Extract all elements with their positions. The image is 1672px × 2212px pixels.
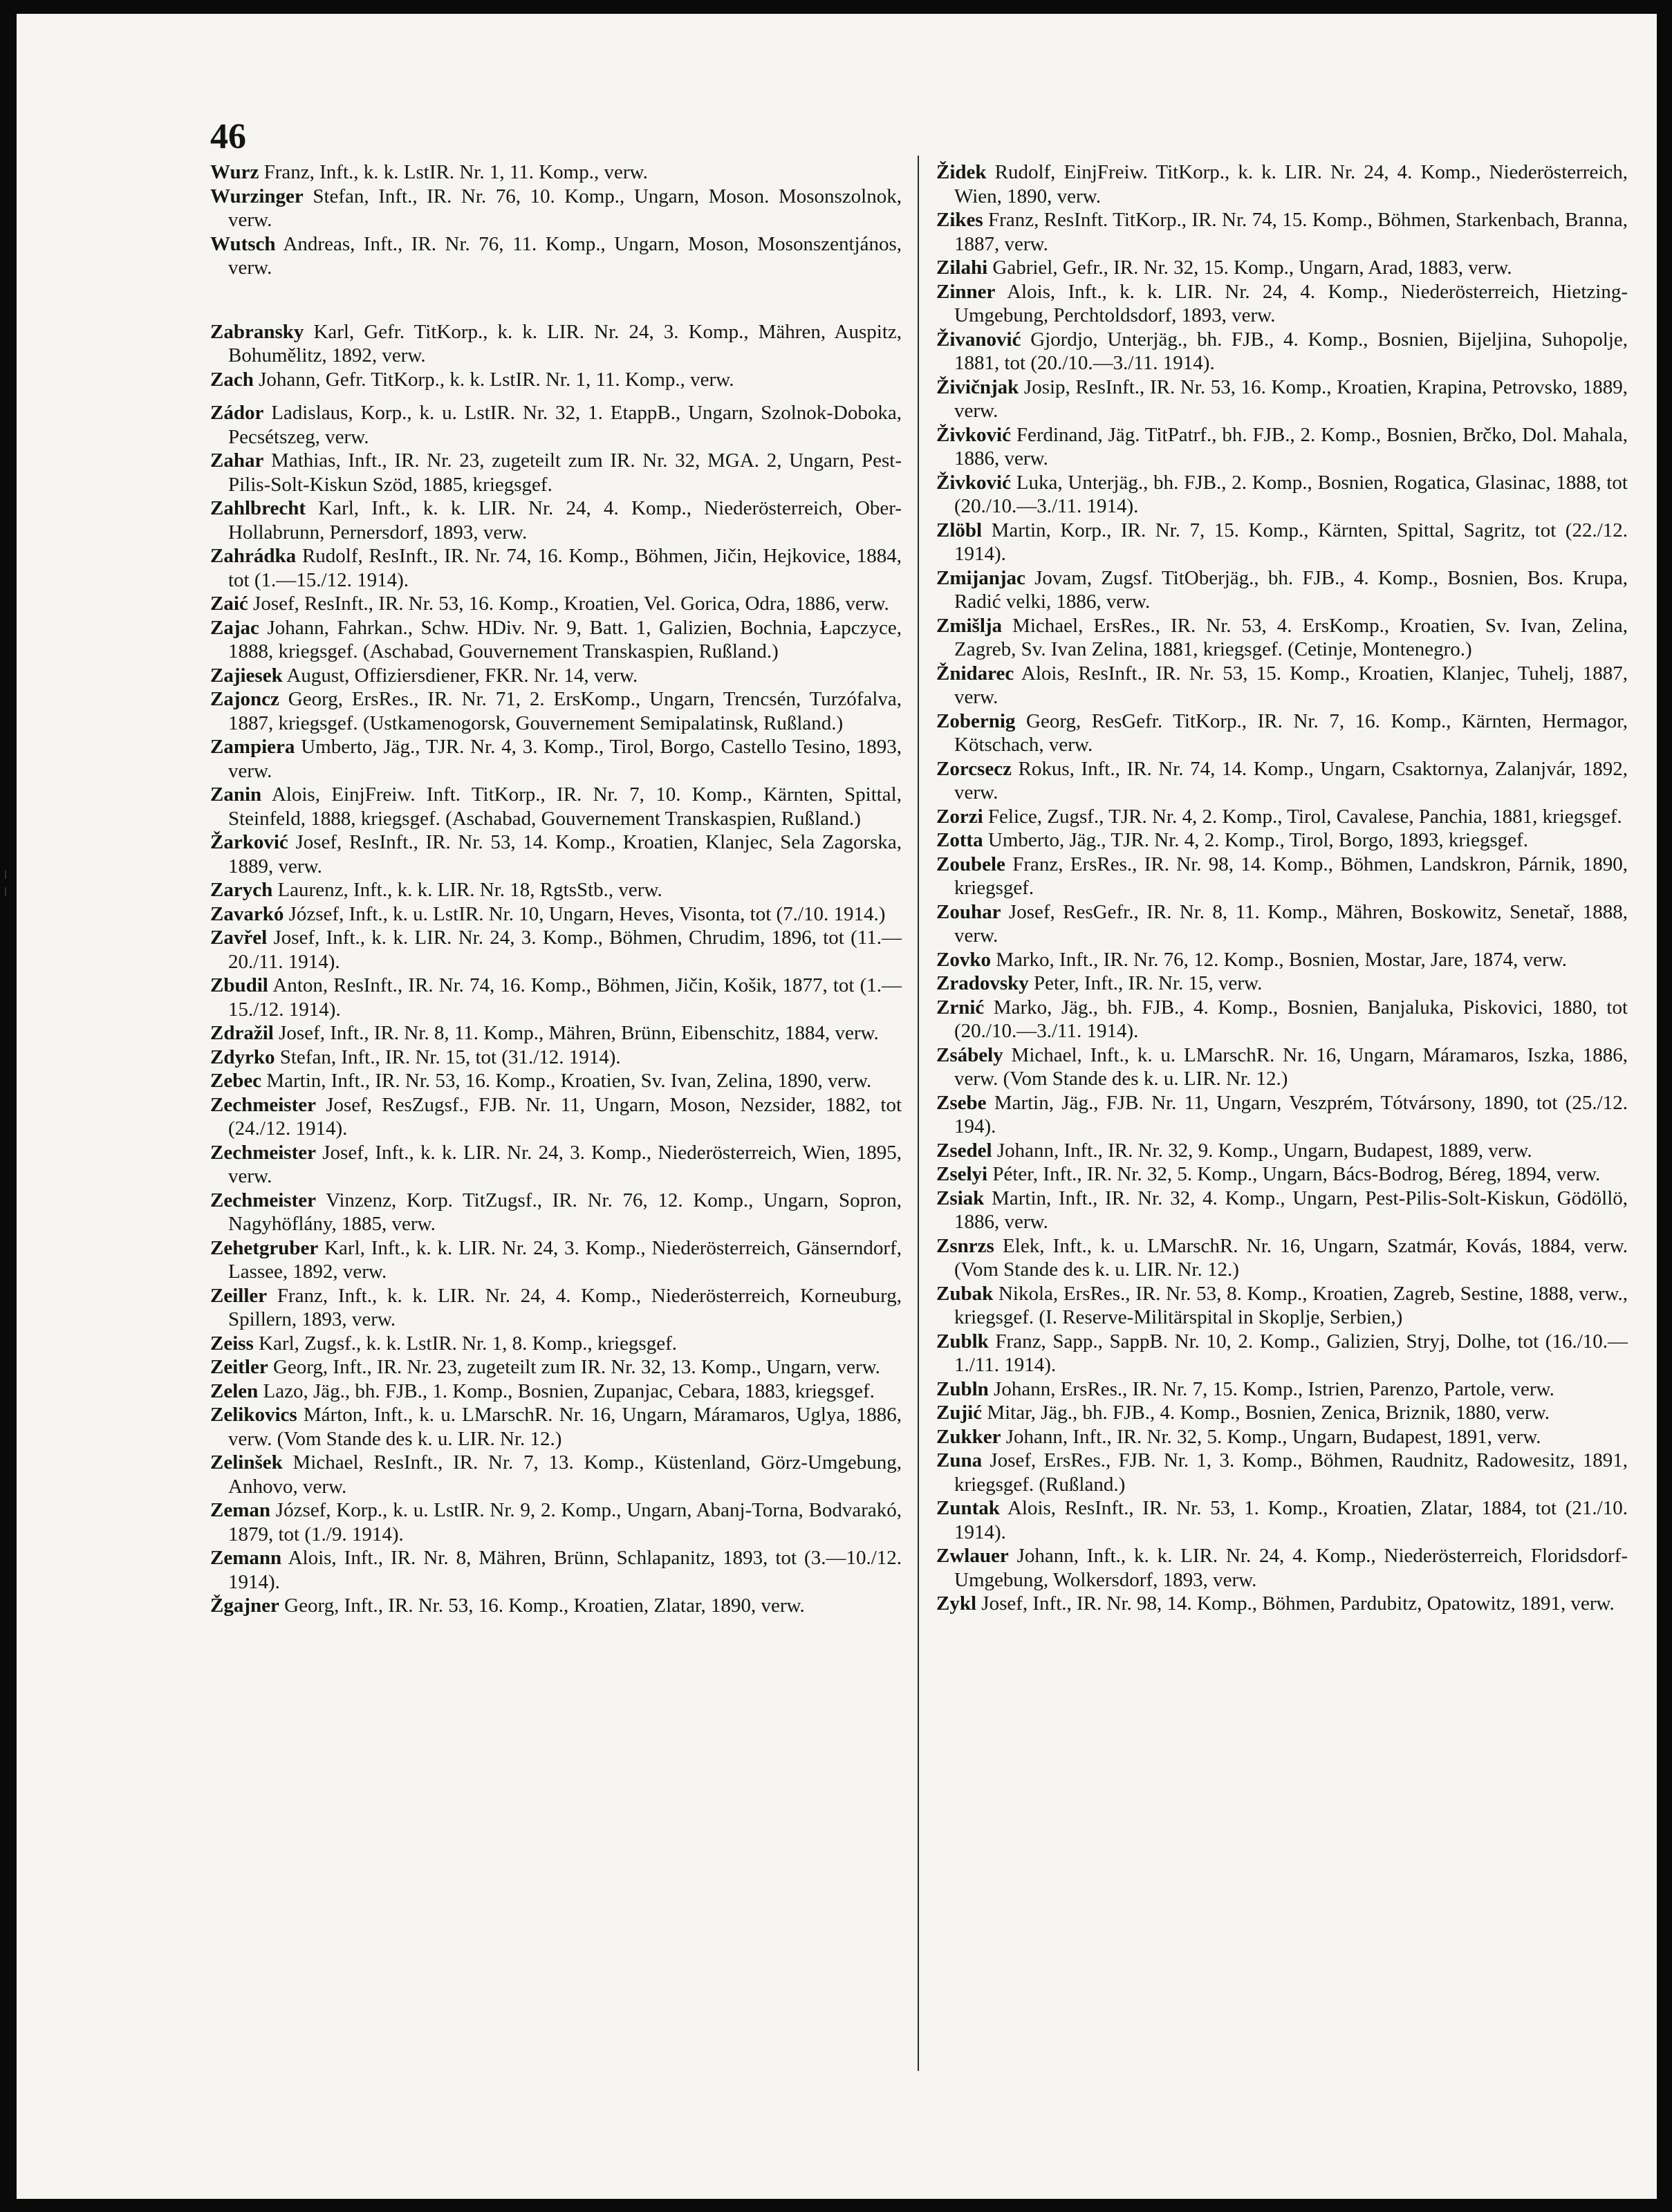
entry-details: Josef, Inft., k. k. LIR. Nr. 24, 3. Komp., Niederösterreich, Wien, 1895, verw. — [228, 1141, 902, 1187]
list-entry — [210, 1451, 902, 1498]
list-entry — [936, 256, 1628, 280]
entry-surname: Zeiss — [210, 1332, 254, 1355]
entry-surname: Zdyrko — [210, 1045, 275, 1068]
entry-details: Josef, Inft., IR. Nr. 98, 14. Komp., Böhmen, Pardubitz, Opatowitz, 1891, verw. — [981, 1592, 1615, 1615]
list-entry — [210, 974, 902, 1021]
entry-details: Luka, Unterjäg., bh. FJB., 2. Komp., Bosnien, Rogatica, Glasinac, 1888, tot (20./10.—3./11. 1914). — [954, 471, 1628, 517]
list-entry — [210, 1498, 902, 1546]
list-entry — [936, 423, 1628, 471]
entry-surname: Zukker — [936, 1425, 1001, 1448]
entry-surname: Zmijanjac — [936, 566, 1025, 589]
entry-details: Georg, Inft., IR. Nr. 23, zugeteilt zum IR. Nr. 32, 13. Komp., Ungarn, verw. — [272, 1356, 880, 1378]
entry-surname: Zampiera — [210, 736, 295, 758]
entry-surname: Zavarkó — [210, 902, 284, 925]
entry-surname: Zobernig — [936, 709, 1016, 732]
entry-details: Marko, Jäg., bh. FJB., 4. Komp., Bosnien, Banjaluka, Piskovici, 1880, tot (20./10.—3./11. 1914). — [954, 996, 1628, 1042]
list-entry — [936, 900, 1628, 948]
entry-surname: Zeiller — [210, 1284, 268, 1307]
list-entry — [210, 1546, 902, 1594]
entry-surname: Zoubele — [936, 853, 1005, 875]
entry-surname: Wutsch — [210, 232, 276, 255]
entry-surname: Zykl — [936, 1592, 977, 1615]
entry-surname: Zorzi — [936, 805, 983, 828]
entry-details: József, Korp., k. u. LstIR. Nr. 9, 2. Komp., Ungarn, Abanj-Torna, Bodvarakó, 1879, tot (1./9. 1914). — [228, 1499, 902, 1545]
entry-surname: Zouhar — [936, 900, 1001, 923]
entry-details: Franz, Sapp., SappB. Nr. 10, 2. Komp., Galizien, Stryj, Dolhe, tot (16./10.—1./11. 1914). — [954, 1330, 1628, 1376]
entry-surname: Zselyi — [936, 1163, 988, 1185]
list-entry — [936, 1139, 1628, 1163]
entry-details: Johann, Gefr. TitKorp., k. k. LstIR. Nr. 1, 11. Komp., verw. — [259, 368, 734, 391]
entry-surname: Zdražil — [210, 1022, 274, 1044]
entry-details: Karl, Inft., k. k. LIR. Nr. 24, 3. Komp., Niederösterreich, Gänserndorf, Lassee, 1892, verw. — [228, 1236, 902, 1283]
list-entry — [936, 805, 1628, 829]
list-entry — [210, 1355, 902, 1379]
entry-details: Michael, Inft., k. u. LMarschR. Nr. 16, Ungarn, Máramaros, Iszka, 1886, verw. (Vom Stande des k. u. LIR. Nr. 12.) — [954, 1043, 1628, 1090]
list-entry — [210, 185, 902, 232]
entry-surname: Zaić — [210, 593, 248, 615]
right-column — [936, 160, 1628, 1616]
entry-details: Josef, ResGefr., IR. Nr. 8, 11. Komp., Mähren, Boskowitz, Senetař, 1888, verw. — [954, 900, 1628, 947]
entry-details: Jovam, Zugsf. TitOberjäg., bh. FJB., 4. Komp., Bosnien, Bos. Krupa, Radić velki, 1886, verw. — [954, 566, 1628, 613]
entry-details: Johann, Fahrkan., Schw. HDiv. Nr. 9, Batt. 1, Galizien, Bochnia, Łapczyce, 1888, kriegsgef. (Aschabad, Gouvernement Transkaspien, Rußland.) — [228, 616, 902, 662]
list-entry — [936, 1187, 1628, 1234]
list-entry — [210, 687, 902, 735]
entry-surname: Zmišlja — [936, 614, 1003, 637]
list-entry — [210, 783, 902, 830]
entry-surname: Zach — [210, 368, 254, 391]
list-entry — [210, 592, 902, 616]
entry-surname: Zlöbl — [936, 519, 983, 541]
list-entry — [210, 1236, 902, 1284]
entry-details: Alois, Inft., k. k. LIR. Nr. 24, 4. Komp., Niederösterreich, Hietzing-Umgebung, Perchtoldsdorf, 1893, verw. — [954, 280, 1628, 326]
list-entry — [936, 280, 1628, 328]
entry-surname: Živković — [936, 471, 1011, 494]
entry-details: August, Offiziersdiener, FKR. Nr. 14, verw. — [286, 664, 638, 687]
entry-details: Karl, Zugsf., k. k. LstIR. Nr. 1, 8. Komp., kriegsgef. — [259, 1332, 677, 1355]
entry-details: Martin, Inft., IR. Nr. 53, 16. Komp., Kroatien, Sv. Ivan, Zelina, 1890, verw. — [266, 1070, 872, 1092]
entry-details: Mitar, Jäg., bh. FJB., 4. Komp., Bosnien, Zenica, Briznik, 1880, verw. — [987, 1402, 1550, 1424]
list-entry — [936, 1282, 1628, 1330]
entry-surname: Zajiesek — [210, 664, 283, 687]
entry-details: Marko, Inft., IR. Nr. 76, 12. Komp., Bosnien, Mostar, Jare, 1874, verw. — [996, 948, 1567, 971]
list-entry — [210, 664, 902, 688]
list-entry — [936, 328, 1628, 375]
list-entry — [936, 375, 1628, 423]
entry-details: Alois, EinjFreiw. Inft. TitKorp., IR. Nr. 7, 10. Komp., Kärnten, Spittal, Steinfeld, 1888, kriegsgef. (Aschabad, Gouvernement Transkaspien, Rußland.) — [228, 783, 902, 830]
entry-details: Lazo, Jäg., bh. FJB., 1. Komp., Bosnien, Zupanjac, Cebara, 1883, kriegsgef. — [263, 1379, 875, 1402]
entry-surname: Zbudil — [210, 974, 268, 996]
entry-surname: Zajac — [210, 616, 259, 639]
list-entry — [936, 948, 1628, 972]
list-entry — [936, 1162, 1628, 1187]
entry-surname: Zubak — [936, 1282, 994, 1305]
entry-surname: Zehetgruber — [210, 1236, 319, 1259]
entry-details: Elek, Inft., k. u. LMarschR. Nr. 16, Ungarn, Szatmár, Kovás, 1884, verw. (Vom Stande des k. u. LIR. Nr. 12.) — [954, 1234, 1628, 1281]
entry-surname: Zebec — [210, 1070, 262, 1092]
margin-mark: ¦ — [3, 865, 9, 896]
list-entry — [210, 1594, 902, 1618]
entry-surname: Žarković — [210, 831, 288, 853]
entry-surname: Zelinšek — [210, 1451, 283, 1474]
list-entry — [210, 616, 902, 664]
entry-details: Nikola, ErsRes., IR. Nr. 53, 8. Komp., Kroatien, Zagreb, Sestine, 1888, verw., kriegsgef. (I. Reserve-Militärspital in Skoplje, Serbien,) — [954, 1282, 1628, 1328]
list-entry — [936, 709, 1628, 757]
entry-details: Franz, ResInft. TitKorp., IR. Nr. 74, 15. Komp., Böhmen, Starkenbach, Branna, 1887, verw. — [954, 209, 1628, 255]
list-entry — [210, 232, 902, 280]
entry-details: Karl, Gefr. TitKorp., k. k. LIR. Nr. 24, 3. Komp., Mähren, Auspitz, Bohumělitz, 1892, verw. — [228, 320, 902, 366]
entry-details: Felice, Zugsf., TJR. Nr. 4, 2. Komp., Tirol, Cavalese, Panchia, 1881, kriegsgef. — [987, 805, 1622, 828]
list-entry — [936, 828, 1628, 853]
list-entry — [936, 1401, 1628, 1425]
entry-details: Gjordjo, Unterjäg., bh. FJB., 4. Komp., Bosnien, Bijeljina, Suhopolje, 1881, tot (20./10.—3./11. 1914). — [954, 328, 1628, 374]
entry-surname: Zelen — [210, 1379, 259, 1402]
entry-details: Josef, Inft., k. k. LIR. Nr. 24, 3. Komp., Böhmen, Chrudim, 1896, tot (11.—20./11. 1914). — [228, 927, 902, 973]
list-entry — [936, 996, 1628, 1043]
list-entry — [936, 1091, 1628, 1139]
list-entry — [936, 614, 1628, 662]
list-entry — [936, 853, 1628, 900]
entry-details: Franz, ErsRes., IR. Nr. 98, 14. Komp., Böhmen, Landskron, Párnik, 1890, kriegsgef. — [954, 853, 1628, 899]
entry-details: Johann, Inft., k. k. LIR. Nr. 24, 4. Komp., Niederösterreich, Floridsdorf-Umgebung, Wolkersdorf, 1893, verw. — [954, 1545, 1628, 1591]
entry-surname: Zarych — [210, 879, 273, 901]
entry-details: Martin, Korp., IR. Nr. 7, 15. Komp., Kärnten, Spittal, Sagritz, tot (22./12. 1914). — [954, 519, 1628, 565]
list-entry — [210, 1379, 902, 1404]
list-entry — [936, 566, 1628, 614]
list-entry — [210, 1332, 902, 1356]
list-entry — [210, 1284, 902, 1332]
entry-details: Stefan, Inft., IR. Nr. 15, tot (31./12. 1914). — [279, 1045, 621, 1068]
entry-surname: Zsiak — [936, 1187, 985, 1209]
entry-surname: Zrnić — [936, 996, 985, 1019]
list-entry — [936, 208, 1628, 256]
entry-details: Martin, Jäg., FJB. Nr. 11, Ungarn, Veszprém, Tótvársony, 1890, tot (25./12. 194). — [954, 1091, 1628, 1137]
entry-surname: Zuna — [936, 1449, 983, 1471]
entry-surname: Zsnrzs — [936, 1234, 994, 1257]
list-entry — [210, 496, 902, 544]
entry-surname: Žgajner — [210, 1595, 279, 1617]
entry-surname: Živanović — [936, 328, 1021, 351]
list-entry — [936, 1330, 1628, 1377]
entry-surname: Zelikovics — [210, 1404, 297, 1426]
entry-surname: Zabransky — [210, 320, 304, 343]
entry-surname: Zavřel — [210, 927, 268, 949]
list-entry — [210, 1021, 902, 1045]
list-entry — [210, 1403, 902, 1451]
entry-surname: Zuntak — [936, 1497, 1000, 1519]
entry-details: Rokus, Inft., IR. Nr. 74, 14. Komp., Ungarn, Csaktornya, Zalanjvár, 1892, verw. — [954, 757, 1628, 803]
list-entry — [936, 160, 1628, 208]
entry-surname: Zikes — [936, 209, 983, 231]
entry-details: Péter, Inft., IR. Nr. 32, 5. Komp., Ungarn, Bács-Bodrog, Béreg, 1894, verw. — [992, 1163, 1601, 1185]
entry-surname: Zinner — [936, 280, 996, 303]
entry-details: Alois, ResInft., IR. Nr. 53, 1. Komp., Kroatien, Zlatar, 1884, tot (21./10. 1914). — [954, 1497, 1628, 1543]
entry-details: Georg, ErsRes., IR. Nr. 71, 2. ErsKomp., Ungarn, Trencsén, Turzófalva, 1887, kriegsgef. (Ustkamenogorsk, Gouvernement Semipalatinsk, Rußland.) — [228, 688, 902, 734]
list-entry — [936, 519, 1628, 566]
list-entry — [936, 1449, 1628, 1496]
list-entry — [210, 1093, 902, 1141]
entry-details: Anton, ResInft., IR. Nr. 74, 16. Komp., Böhmen, Jičin, Košik, 1877, tot (1.—15./12. 1914). — [228, 974, 902, 1021]
entry-details: Laurenz, Inft., k. k. LIR. Nr. 18, RgtsStb., verw. — [277, 879, 662, 901]
entry-surname: Zorcsecz — [936, 757, 1012, 780]
list-entry — [936, 1234, 1628, 1282]
entry-surname: Zubln — [936, 1377, 989, 1400]
entry-surname: Zsebe — [936, 1091, 987, 1114]
entry-surname: Zechmeister — [210, 1189, 316, 1211]
entry-surname: Zublk — [936, 1330, 989, 1353]
list-entry — [210, 1189, 902, 1236]
entry-details: József, Inft., k. u. LstIR. Nr. 10, Ungarn, Heves, Visonta, tot (7./10. 1914.) — [288, 902, 886, 925]
list-entry — [210, 878, 902, 902]
entry-surname: Zotta — [936, 829, 983, 851]
entry-surname: Zsedel — [936, 1139, 992, 1162]
entry-surname: Živković — [936, 423, 1011, 446]
entry-details: Georg, Inft., IR. Nr. 53, 16. Komp., Kroatien, Zlatar, 1890, verw. — [284, 1595, 805, 1617]
entry-details: Márton, Inft., k. u. LMarschR. Nr. 16, Ungarn, Máramaros, Uglya, 1886, verw. (Vom Stande des k. u. LIR. Nr. 12.) — [228, 1404, 902, 1450]
list-entry — [210, 735, 902, 783]
list-entry — [210, 926, 902, 974]
entry-surname: Zovko — [936, 948, 991, 971]
entry-details: Ferdinand, Jäg. TitPatrf., bh. FJB., 2. Komp., Bosnien, Brčko, Dol. Mahala, 1886, verw. — [954, 423, 1628, 470]
list-entry — [936, 1496, 1628, 1544]
list-entry — [936, 1043, 1628, 1091]
entry-details: Andreas, Inft., IR. Nr. 76, 11. Komp., Ungarn, Moson, Mosonszentjános, verw. — [228, 232, 902, 279]
entry-details: Josef, ErsRes., FJB. Nr. 1, 3. Komp., Böhmen, Raudnitz, Radowesitz, 1891, kriegsgef. (Rußland.) — [954, 1449, 1628, 1496]
list-entry — [210, 449, 902, 496]
list-entry — [210, 160, 902, 185]
list-entry — [936, 757, 1628, 805]
entry-surname: Zujić — [936, 1402, 983, 1424]
entry-details: Johann, ErsRes., IR. Nr. 7, 15. Komp., Istrien, Parenzo, Partole, verw. — [994, 1377, 1554, 1400]
entry-surname: Zechmeister — [210, 1141, 316, 1164]
entry-details: Martin, Inft., IR. Nr. 32, 4. Komp., Ungarn, Pest-Pilis-Solt-Kiskun, Gödöllö, 1886, verw. — [954, 1187, 1628, 1233]
entry-surname: Zilahi — [936, 257, 988, 279]
entry-details: Johann, Inft., IR. Nr. 32, 5. Komp., Ungarn, Budapest, 1891, verw. — [1005, 1425, 1541, 1448]
list-entry — [210, 902, 902, 927]
list-entry — [210, 830, 902, 878]
entry-surname: Zeman — [210, 1499, 270, 1521]
entry-details: Karl, Inft., k. k. LIR. Nr. 24, 4. Komp., Niederösterreich, Ober-Hollabrunn, Pernersdorf, 1893, verw. — [228, 497, 902, 543]
entry-surname: Zahlbrecht — [210, 497, 306, 519]
entry-details: Franz, Inft., k. k. LstIR. Nr. 1, 11. Komp., verw. — [263, 161, 648, 183]
entry-surname: Zeitler — [210, 1356, 268, 1378]
entry-surname: Židek — [936, 161, 987, 183]
entry-surname: Zemann — [210, 1547, 282, 1569]
left-column — [210, 160, 902, 1618]
list-entry — [210, 1069, 902, 1093]
document-page — [17, 14, 1657, 2199]
entry-details: Rudolf, EinjFreiw. TitKorp., k. k. LIR. Nr. 24, 4. Komp., Niederösterreich, Wien, 1890, verw. — [954, 161, 1628, 207]
entry-details: Josip, ResInft., IR. Nr. 53, 16. Komp., Kroatien, Krapina, Petrovsko, 1889, verw. — [954, 375, 1628, 422]
entry-surname: Živičnjak — [936, 375, 1019, 398]
entry-details: Rudolf, ResInft., IR. Nr. 74, 16. Komp., Böhmen, Jičin, Hejkovice, 1884, tot (1.—15./12. 1914). — [228, 545, 902, 591]
entry-details: Josef, Inft., IR. Nr. 8, 11. Komp., Mähren, Brünn, Eibenschitz, 1884, verw. — [279, 1022, 879, 1044]
column-divider — [918, 156, 919, 2071]
entry-details: Georg, ResGefr. TitKorp., IR. Nr. 7, 16. Komp., Kärnten, Hermagor, Kötschach, verw. — [954, 709, 1628, 756]
list-entry — [936, 1592, 1628, 1616]
list-entry — [936, 1544, 1628, 1592]
entry-details: Johann, Inft., IR. Nr. 32, 9. Komp., Ungarn, Budapest, 1889, verw. — [996, 1139, 1532, 1162]
list-entry — [936, 1425, 1628, 1449]
entry-details: Michael, ErsRes., IR. Nr. 53, 4. ErsKomp., Kroatien, Sv. Ivan, Zelina, Zagreb, Sv. Ivan Zelina, 1881, kriegsgef. (Cetinje, Montenegro.) — [954, 614, 1628, 660]
entry-details: Umberto, Jäg., TJR. Nr. 4, 2. Komp., Tirol, Borgo, 1893, kriegsgef. — [987, 829, 1529, 851]
list-entry — [210, 1141, 902, 1189]
entry-details: Alois, Inft., IR. Nr. 8, Mähren, Brünn, Schlapanitz, 1893, tot (3.—10./12. 1914). — [228, 1547, 902, 1593]
entry-details: Stefan, Inft., IR. Nr. 76, 10. Komp., Ungarn, Moson. Mosonszolnok, verw. — [228, 185, 902, 231]
entry-details: Peter, Inft., IR. Nr. 15, verw. — [1034, 972, 1263, 994]
entry-details: Josef, ResInft., IR. Nr. 53, 14. Komp., Kroatien, Klanjec, Sela Zagorska, 1889, verw. — [228, 831, 902, 877]
entry-details: Alois, ResInft., IR. Nr. 53, 15. Komp., Kroatien, Klanjec, Tuhelj, 1887, verw. — [954, 662, 1628, 708]
list-entry — [936, 471, 1628, 519]
entry-surname: Žnidarec — [936, 662, 1014, 685]
list-entry — [210, 401, 902, 449]
entry-surname: Zwlauer — [936, 1545, 1009, 1567]
entry-surname: Zahrádka — [210, 545, 297, 567]
list-entry — [210, 544, 902, 592]
list-entry — [936, 1377, 1628, 1402]
entry-surname: Zádor — [210, 402, 264, 424]
entry-details: Umberto, Jäg., TJR. Nr. 4, 3. Komp., Tirol, Borgo, Castello Tesino, 1893, verw. — [228, 736, 902, 782]
entry-surname: Wurzinger — [210, 185, 304, 207]
entry-surname: Zajoncz — [210, 688, 279, 710]
entry-details: Ladislaus, Korp., k. u. LstIR. Nr. 32, 1. EtappB., Ungarn, Szolnok-Doboka, Pecsétszeg, verw. — [228, 402, 902, 448]
entry-surname: Zanin — [210, 783, 262, 806]
entry-surname: Wurz — [210, 161, 259, 183]
entry-surname: Zahar — [210, 449, 264, 472]
entry-details: Josef, ResZugsf., FJB. Nr. 11, Ungarn, Moson, Nezsider, 1882, tot (24./12. 1914). — [228, 1093, 902, 1140]
entry-details: Mathias, Inft., IR. Nr. 23, zugeteilt zum IR. Nr. 32, MGA. 2, Ungarn, Pest-Pilis-Solt-Kiskun Szöd, 1885, kriegsgef. — [228, 449, 902, 496]
entry-details: Vinzenz, Korp. TitZugsf., IR. Nr. 76, 12. Komp., Ungarn, Sopron, Nagyhöflány, 1885, verw. — [228, 1189, 902, 1235]
entry-surname: Zechmeister — [210, 1093, 316, 1116]
list-entry — [936, 972, 1628, 996]
list-entry — [210, 1045, 902, 1070]
entry-surname: Zradovsky — [936, 972, 1029, 994]
entry-details: Michael, ResInft., IR. Nr. 7, 13. Komp., Küstenland, Görz-Umgebung, Anhovo, verw. — [228, 1451, 902, 1498]
entry-details: Josef, ResInft., IR. Nr. 53, 16. Komp., Kroatien, Vel. Gorica, Odra, 1886, verw. — [253, 593, 889, 615]
list-entry — [210, 368, 902, 392]
list-entry — [936, 662, 1628, 709]
entry-details: Franz, Inft., k. k. LIR. Nr. 24, 4. Komp., Niederösterreich, Korneuburg, Spillern, 1893, verw. — [228, 1284, 902, 1330]
page-number: 46 — [210, 117, 246, 156]
list-entry — [210, 320, 902, 368]
entry-details: Gabriel, Gefr., IR. Nr. 32, 15. Komp., Ungarn, Arad, 1883, verw. — [992, 257, 1512, 279]
entry-surname: Zsábely — [936, 1043, 1003, 1066]
